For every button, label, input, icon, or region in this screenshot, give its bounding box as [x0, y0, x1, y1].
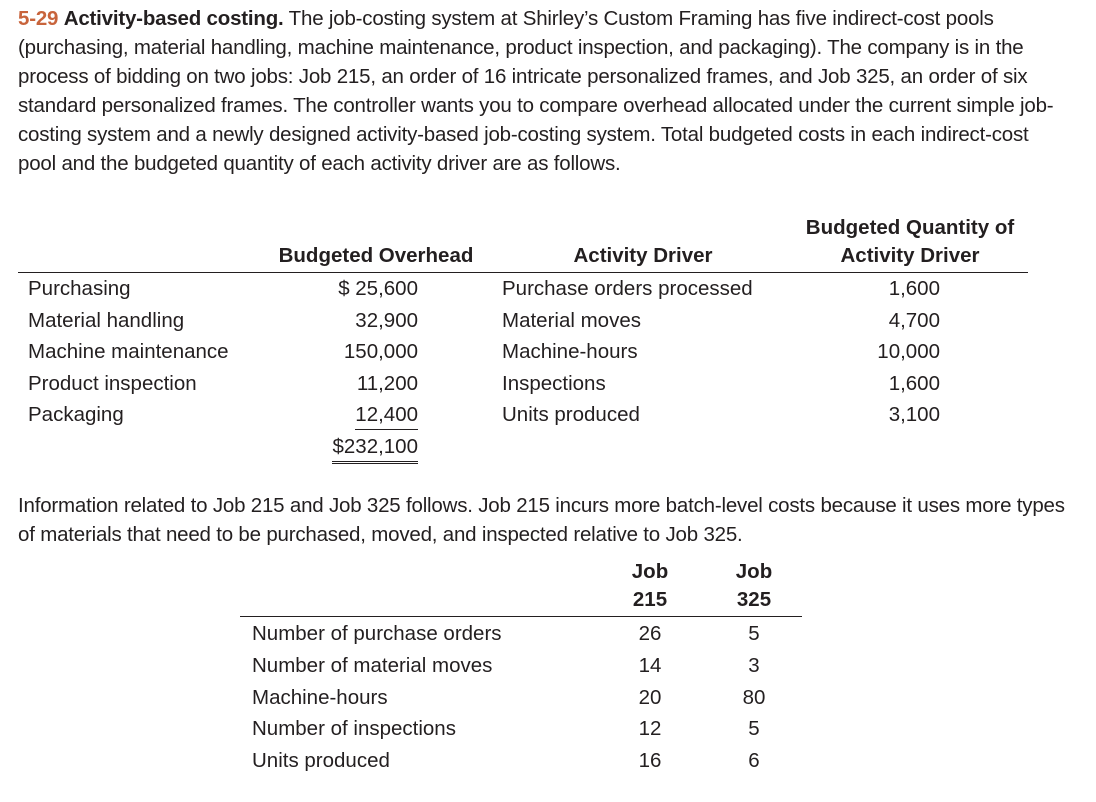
driver-quantity: 4,700 — [888, 308, 940, 332]
activity-driver: Material moves — [502, 308, 641, 332]
table-row — [240, 712, 802, 744]
job-215-value: 20 — [638, 685, 662, 709]
job-metric-label: Number of material moves — [252, 653, 493, 677]
cost-pool: Material handling — [28, 308, 185, 332]
job-215-value: 26 — [638, 622, 662, 645]
table-row — [240, 649, 802, 681]
table-row — [18, 305, 1028, 337]
table-row — [18, 399, 1028, 431]
table-row — [240, 617, 802, 649]
job-215-value: 16 — [638, 749, 662, 773]
job-325-value: 80 — [742, 685, 766, 709]
job-325-value: 3 — [748, 653, 760, 677]
activity-driver: Units produced — [502, 403, 640, 426]
header-budgeted-quantity — [790, 214, 1030, 270]
header-quantity-line2: Activity Driver — [840, 244, 980, 267]
header-job-325: Job 325 — [735, 560, 773, 611]
cost-pool: Machine maintenance — [28, 340, 229, 363]
activity-driver: Inspections — [502, 371, 606, 395]
job-325-value: 5 — [748, 717, 760, 741]
cost-pool: Product inspection — [28, 371, 197, 395]
table-row — [18, 336, 1028, 368]
budgeted-overhead: 32,900 — [355, 308, 418, 332]
table-row — [240, 681, 802, 713]
problem-number: 5-29 — [18, 7, 59, 30]
budgeted-overhead: $ 25,600 — [338, 277, 418, 300]
problem-title: Activity-based costing. — [63, 7, 284, 30]
job-table-header — [240, 560, 802, 617]
activity-driver: Purchase orders processed — [502, 277, 753, 300]
driver-quantity: 1,600 — [888, 371, 940, 395]
driver-quantity: 3,100 — [888, 403, 940, 426]
job-325-value: 6 — [748, 749, 760, 773]
total-overhead: $232,100 — [332, 433, 418, 464]
table-row — [18, 368, 1028, 400]
table-row — [18, 273, 1028, 305]
cost-pool: Packaging — [28, 403, 124, 426]
cost-pool: Purchasing — [28, 277, 131, 300]
activity-driver: Machine-hours — [502, 340, 638, 363]
header-activity-driver: Activity Driver — [573, 244, 713, 267]
total-row — [18, 431, 1028, 463]
budgeted-overhead: 11,200 — [356, 371, 418, 395]
problem-body: The job-costing system at Shirley’s Custom Framing has five indirect-cost pools (purchasing, material handling, machine maintenance, product inspection, and packaging). The company is in the process of bidding on two jobs: Job 215, an order of 16 intricate personalized frames, and Job 325, an order of six standard personalized frames. The controller wants you to compare overhead allocated under the current simple job-costing system and a newly designed activity-based job-costing system. Total budgeted costs in each indirect-cost pool and the budgeted quantity of each activity driver are as follows. — [18, 7, 1054, 175]
driver-quantity: 1,600 — [888, 277, 940, 300]
job-metric-label: Number of purchase orders — [252, 622, 502, 645]
budgeted-overhead: 150,000 — [343, 340, 418, 363]
driver-quantity: 10,000 — [877, 340, 940, 363]
budgeted-overhead: 12,400 — [355, 401, 418, 430]
overhead-table-header — [18, 210, 1028, 273]
job-information-text: Information related to Job 215 and Job 325 follows. Job 215 incurs more batch-level costs because it uses more types of materials that need to be purchased, moved, and inspected relative to Job 325. — [18, 494, 1065, 546]
overhead-table — [18, 210, 1028, 462]
header-job-215: Job 215 — [631, 560, 669, 611]
job-325-value: 5 — [748, 622, 760, 645]
header-budgeted-overhead: Budgeted Overhead — [278, 244, 474, 267]
job-215-value: 14 — [638, 653, 662, 677]
job-metric-label: Units produced — [252, 749, 390, 773]
problem-statement — [18, 4, 1058, 178]
header-quantity-line1: Budgeted Quantity of — [805, 216, 1015, 239]
job-metric-label: Number of inspections — [252, 717, 456, 741]
job-metric-label: Machine-hours — [252, 685, 388, 709]
job-215-value: 12 — [638, 717, 662, 741]
job-table — [240, 560, 802, 776]
table-row — [240, 744, 802, 776]
